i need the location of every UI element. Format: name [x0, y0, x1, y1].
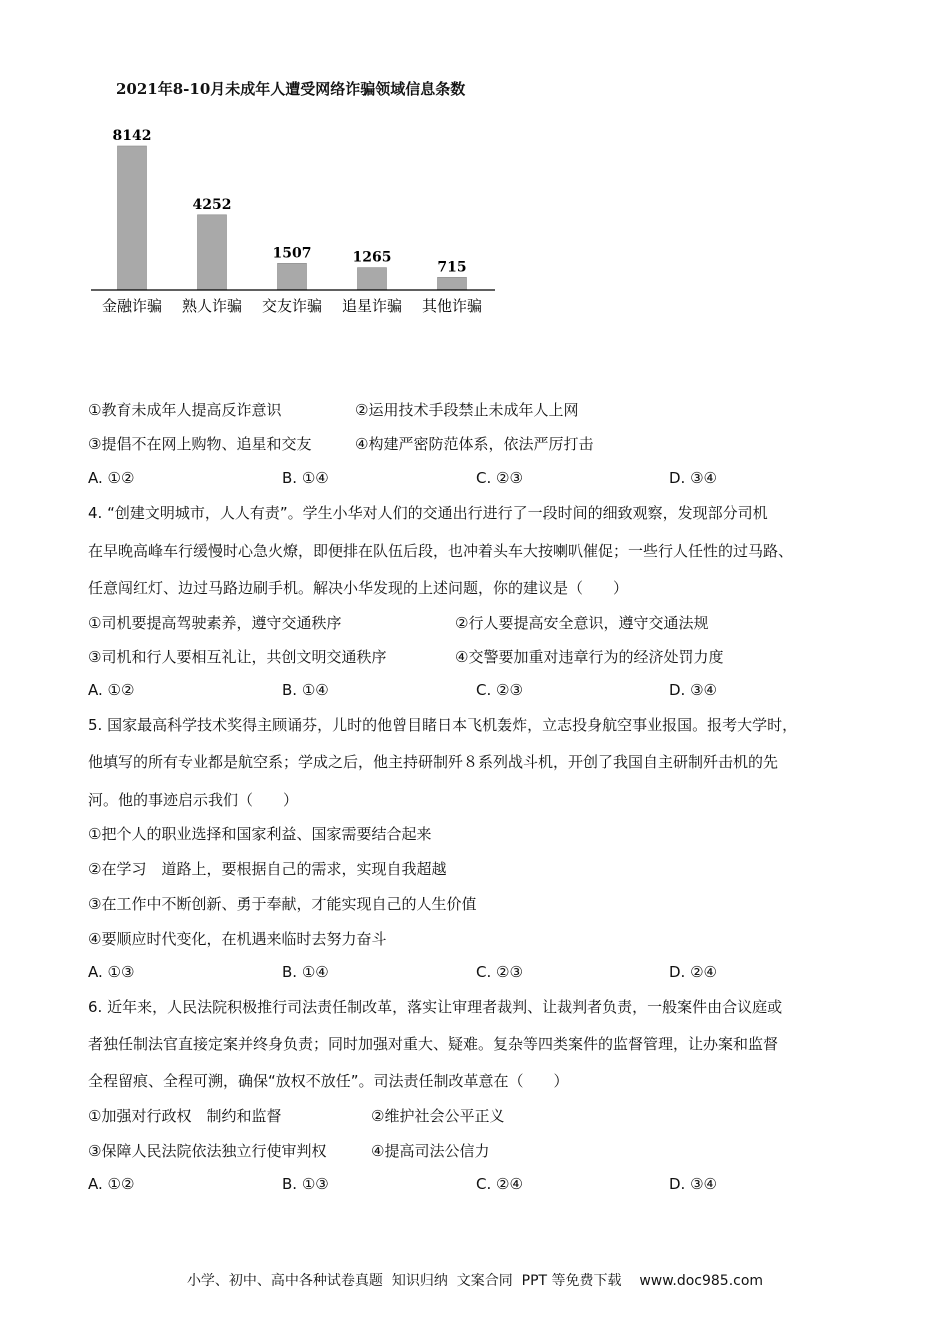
q3-statement-1: ①教育未成年人提高反诈意识: [88, 401, 282, 419]
category-label-2: 熟人诈骗: [181, 297, 243, 315]
q6-option-d[interactable]: D. ③④: [669, 1175, 717, 1193]
category-label-4: 追星诈骗: [341, 297, 403, 315]
q5-option-c[interactable]: C. ②③: [476, 963, 523, 981]
q6-option-b[interactable]: B. ①③: [282, 1175, 329, 1193]
category-label-1: 金融诈骗: [101, 297, 163, 315]
q4-option-c[interactable]: C. ②③: [476, 681, 523, 699]
q3-statement-3: ③提倡不在网上购物、追星和交友: [88, 435, 312, 453]
q6-statement-1: ①加强对行政权 制约和监督: [88, 1107, 282, 1125]
q6-statement-4: ④提高司法公信力: [371, 1142, 490, 1160]
q6-option-a[interactable]: A. ①②: [88, 1175, 135, 1193]
q5-statement-1: ①把个人的职业选择和国家利益、国家需要结合起来: [88, 825, 432, 843]
q3-statement-4: ④构建严密防范体系，依法严厉打击: [355, 435, 594, 453]
bar-chart: [85, 110, 505, 320]
q4-stem-line-1: 4. “创建文明城市，人人有责”。学生小华对人们的交通出行进行了一段时间的细致观察，发现部分司机: [88, 504, 768, 522]
q5-option-a[interactable]: A. ①③: [88, 963, 135, 981]
bar-5: [438, 277, 467, 290]
q4-stem-line-2: 在早晚高峰车行缓慢时心急火燎，即便排在队伍后段，也冲着头车大按喇叭催促；一些行人任性的过马路、: [88, 542, 794, 560]
q4-statement-4: ④交警要加重对违章行为的经济处罚力度: [455, 648, 724, 666]
bar-4: [358, 268, 387, 290]
q5-stem-line-3: 河。他的事迹启示我们（ ）: [88, 791, 299, 809]
q6-statement-2: ②维护社会公平正义: [371, 1107, 505, 1125]
q4-statement-2: ②行人要提高安全意识，遵守交通法规: [455, 614, 709, 632]
data-label-2: 4252: [192, 196, 232, 213]
category-label-5: 其他诈骗: [421, 297, 483, 315]
q3-statement-2: ②运用技术手段禁止未成年人上网: [355, 401, 579, 419]
chart-title: 2021年8-10月未成年人遭受网络诈骗领域信息条数: [116, 80, 466, 98]
q5-stem-line-1: 5. 国家最高科学技术奖得主顾诵芬，儿时的他曾目睹日本飞机轰炸，立志投身航空事业报国。报考大学时，: [88, 716, 798, 734]
data-label-1: 8142: [112, 128, 152, 144]
q4-option-a[interactable]: A. ①②: [88, 681, 135, 699]
category-label-3: 交友诈骗: [261, 297, 323, 315]
q6-stem-line-1: 6. 近年来，人民法院积极推行司法责任制改革，落实让审理者裁判、让裁判者负责，一般案件由合议庭或: [88, 998, 783, 1016]
q5-stem-line-2: 他填写的所有专业都是航空系；学成之后，他主持研制歼８系列战斗机，开创了我国自主研制歼击机的先: [88, 753, 779, 771]
q6-stem-line-3: 全程留痕、全程可溯，确保“放权不放任”。司法责任制改革意在（ ）: [88, 1072, 569, 1090]
q4-statement-3: ③司机和行人要相互礼让，共创文明交通秩序: [88, 648, 387, 666]
bar-2: [198, 215, 227, 290]
q5-statement-2: ②在学习 道路上，要根据自己的需求，实现自我超越: [88, 860, 447, 878]
q4-stem-line-3: 任意闯红灯、边过马路边刷手机。解决小华发现的上述问题，你的建议是（ ）: [88, 579, 629, 597]
q4-statement-1: ①司机要提高驾驶素养，遵守交通秩序: [88, 614, 342, 632]
data-label-3: 1507: [272, 245, 312, 262]
q6-stem-line-2: 者独任制法官直接定案并终身负责；同时加强对重大、疑难。复杂等四类案件的监督管理，让办案和监督: [88, 1035, 779, 1053]
q3-option-c[interactable]: C. ②③: [476, 469, 523, 487]
bar-3: [278, 263, 307, 290]
q6-statement-3: ③保障人民法院依法独立行使审判权: [88, 1142, 327, 1160]
q5-option-d[interactable]: D. ②④: [669, 963, 717, 981]
q3-option-d[interactable]: D. ③④: [669, 469, 717, 487]
q5-statement-3: ③在工作中不断创新、勇于奉献，才能实现自己的人生价值: [88, 895, 477, 913]
q4-option-b[interactable]: B. ①④: [282, 681, 329, 699]
q5-statement-4: ④要顺应时代变化，在机遇来临时去努力奋斗: [88, 930, 387, 948]
q3-option-a[interactable]: A. ①②: [88, 469, 135, 487]
q5-option-b[interactable]: B. ①④: [282, 963, 329, 981]
data-label-5: 715: [437, 259, 467, 276]
data-label-4: 1265: [352, 249, 392, 266]
bar-1: [118, 146, 147, 290]
q4-option-d[interactable]: D. ③④: [669, 681, 717, 699]
q3-option-b[interactable]: B. ①④: [282, 469, 329, 487]
page-footer: 小学、初中、高中各种试卷真题 知识归纳 文案合同 PPT 等免费下载 www.doc985.com: [186, 1273, 764, 1289]
q6-option-c[interactable]: C. ②④: [476, 1175, 523, 1193]
